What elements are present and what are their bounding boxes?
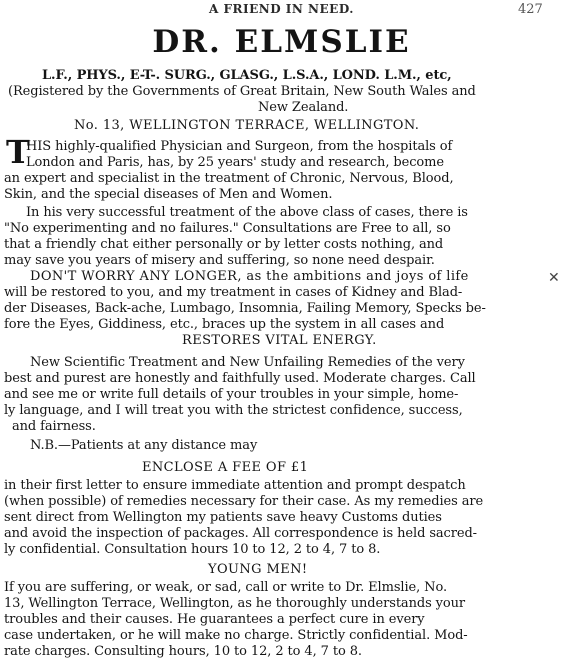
heading-vital-energy: RESTORES VITAL ENERGY. (182, 333, 377, 348)
edge-mark: ✕ (548, 270, 560, 286)
para5-line-4: case undertaken, or he will make no charge. Strictly confidential. Mod- (4, 628, 468, 643)
nb-line: N.B.—Patients at any distance may (30, 438, 258, 453)
para5-line-3: troubles and their causes. He guarantees a perfect cure in every (4, 612, 425, 627)
masthead: A FRIEND IN NEED. (209, 2, 354, 16)
para3-line-1: New Scientific Treatment and New Unfailing Remedies of the very (30, 355, 465, 370)
credentials-line: L.F., PHYS., E-T-. SURG., GLASG., L.S.A., LOND. L.M., etc, (42, 68, 452, 83)
corner-mark: 427 (518, 2, 543, 17)
para3-line-5: and fairness. (12, 419, 96, 434)
heading-young-men: YOUNG MEN! (208, 562, 308, 577)
para4-line-4: and avoid the inspection of packages. All correspondence is held sacred- (4, 526, 477, 541)
para4-line-1: in their first letter to ensure immediate attention and prompt despatch (4, 478, 466, 493)
heading-fee: ENCLOSE A FEE OF £1 (142, 460, 309, 475)
para5-line-1: If you are suffering, or weak, or sad, call or write to Dr. Elmslie, No. (4, 580, 447, 595)
intro-line-3: an expert and specialist in the treatment of Chronic, Nervous, Blood, (4, 171, 454, 186)
para2-line-6: will be restored to you, and my treatment in cases of Kidney and Blad- (4, 285, 463, 300)
address-line: No. 13, WELLINGTON TERRACE, WELLINGTON. (74, 118, 420, 133)
intro-line-2: London and Paris, has, by 25 years' study and research, become (26, 155, 444, 170)
para5-line-2: 13, Wellington Terrace, Wellington, as he thoroughly understands your (4, 596, 466, 611)
para2-line-2: "No experimenting and no failures." Consultations are Free to all, so (4, 221, 451, 236)
para2-line-4: may save you years of misery and suffering, so none need despair. (4, 253, 435, 268)
drop-cap: T (6, 133, 30, 171)
registration-line-2: New Zealand. (258, 100, 349, 115)
para2-line-1: In his very successful treatment of the above class of cases, there is (26, 205, 468, 220)
para4-line-5: ly confidential. Consultation hours 10 to 12, 2 to 4, 7 to 8. (4, 542, 381, 557)
para2-line-8: fore the Eyes, Giddiness, etc., braces up the system in all cases and (4, 317, 445, 332)
intro-line-1: HIS highly-qualified Physician and Surgeon, from the hospitals of (26, 139, 453, 154)
para3-line-3: and see me or write full details of your troubles in your simple, home- (4, 387, 459, 402)
para2-line-3: that a friendly chat either personally or by letter costs nothing, and (4, 237, 444, 252)
page-title: DR. ELMSLIE (152, 24, 411, 60)
para2-line-5: DON'T WORRY ANY LONGER, as the ambitions and joys of life (30, 269, 469, 284)
para4-line-3: sent direct from Wellington my patients save heavy Customs duties (4, 510, 442, 525)
para4-line-2: (when possible) of remedies necessary for their case. As my remedies are (4, 494, 484, 509)
intro-line-4: Skin, and the special diseases of Men and Women. (4, 187, 333, 202)
para3-line-2: best and purest are honestly and faithfully used. Moderate charges. Call (4, 371, 476, 386)
para3-line-4: ly language, and I will treat you with the strictest confidence, success, (4, 403, 463, 418)
para5-line-5: rate charges. Consulting hours, 10 to 12, 2 to 4, 7 to 8. (4, 644, 362, 659)
registration-line-1: (Registered by the Governments of Great Britain, New South Wales and (8, 84, 476, 99)
para2-line-7: der Diseases, Back-ache, Lumbago, Insomnia, Failing Memory, Specks be- (4, 301, 486, 316)
